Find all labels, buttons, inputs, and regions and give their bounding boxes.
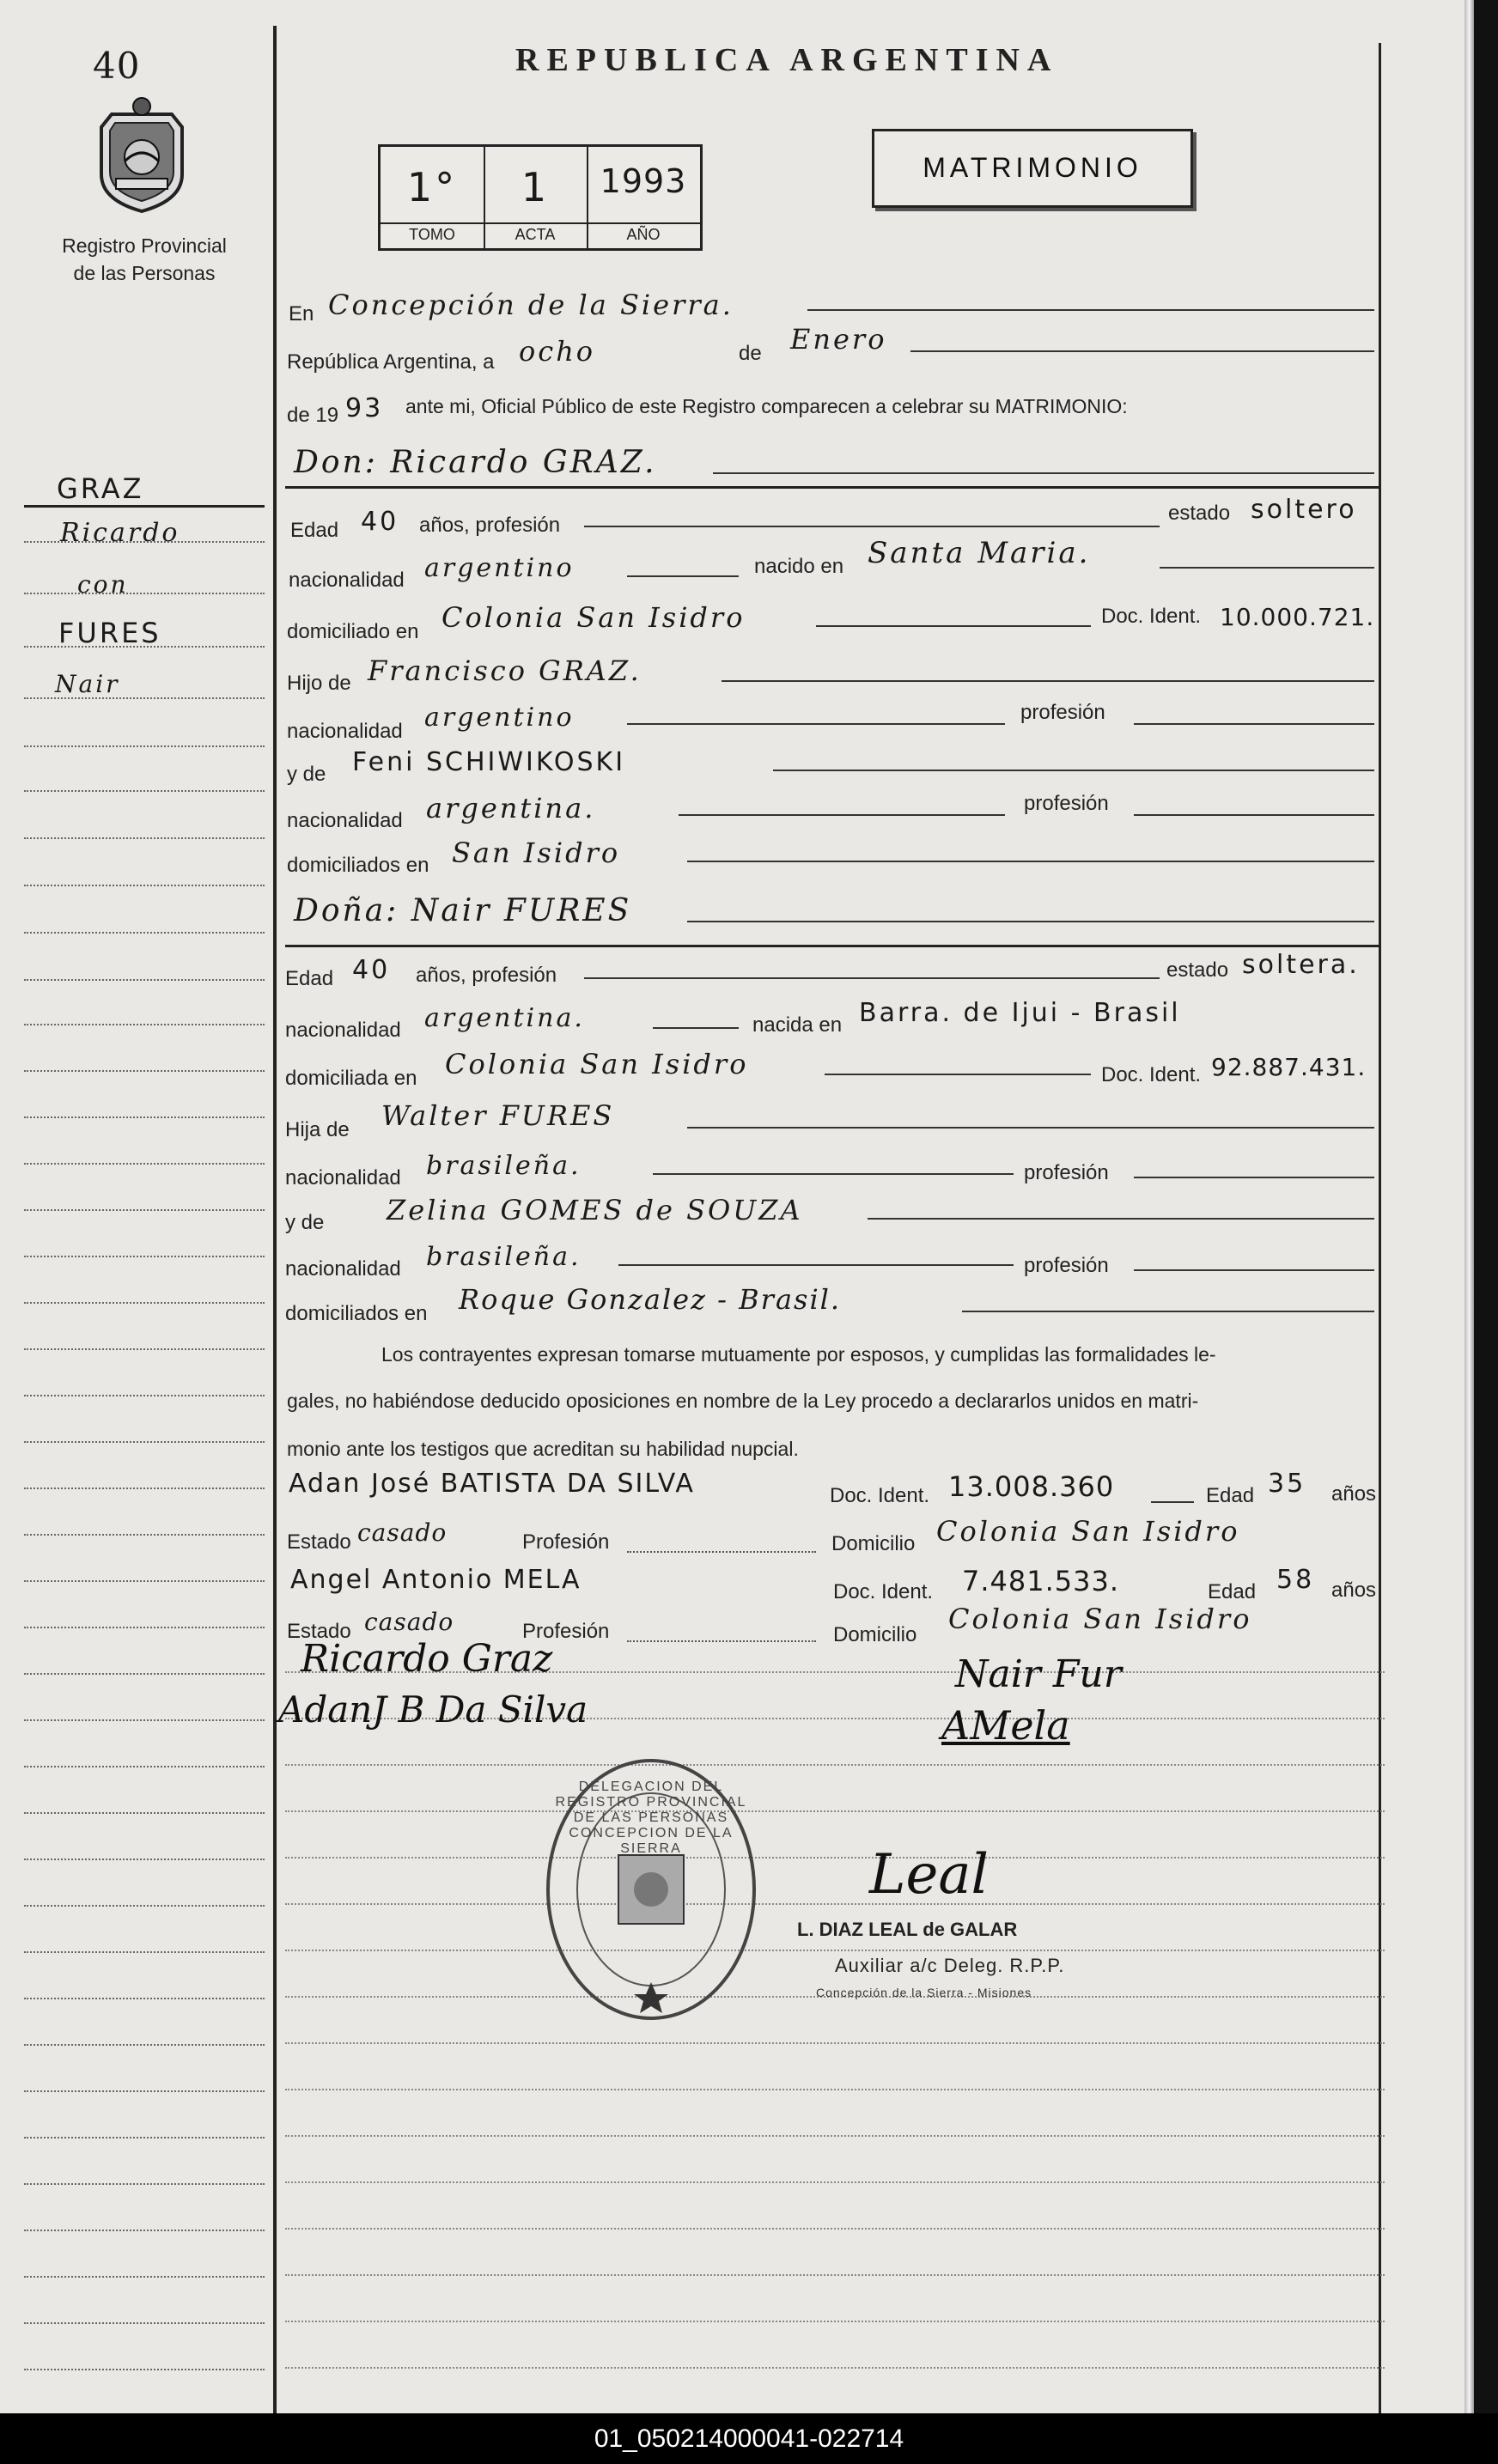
groom-doc-value: 10.000.721. <box>1220 603 1375 631</box>
witness-2-profesion-label: Profesión <box>522 1620 610 1643</box>
margin-divider <box>273 26 277 2413</box>
margin-note-firstname-2: Nair <box>55 670 120 698</box>
witness-2-domicilio-value: Colonia San Isidro <box>948 1603 1252 1635</box>
book-reference-box <box>378 144 703 251</box>
witness-2-domicilio-label: Domicilio <box>833 1623 917 1646</box>
anio-value: 1993 <box>600 162 687 200</box>
witness-1-domicilio-label: Domicilio <box>831 1532 916 1555</box>
bride-madre-label: y de <box>285 1211 325 1234</box>
document-type: MATRIMONIO <box>923 152 1142 183</box>
year-value: 93 <box>345 393 384 423</box>
registry-line-1: Registro Provincial <box>62 234 227 257</box>
page-edge <box>1474 0 1498 2413</box>
bride-nacida-value: Barra. de Ijui - Brasil <box>859 998 1181 1028</box>
groom-madre-nac-label: nacionalidad <box>287 809 403 832</box>
witness-1-anos-label: años <box>1331 1482 1377 1506</box>
right-border <box>1379 43 1381 2413</box>
bride-madre-profesion-label: profesión <box>1024 1254 1109 1277</box>
groom-estado-label: estado <box>1168 502 1231 525</box>
tomo-label: TOMO <box>409 226 455 243</box>
acta-value: 1 <box>521 164 550 210</box>
official-location: Concepción de la Sierra - Misiones <box>816 1986 1032 1999</box>
bride-padres-dom-value: Roque Gonzalez - Brasil. <box>459 1283 842 1316</box>
groom-estado-value: soltero <box>1251 495 1357 525</box>
groom-padres-dom-label: domiciliados en <box>287 854 429 877</box>
witness-1-name: Adan José BATISTA DA SILVA <box>289 1469 695 1499</box>
witness-2-edad-label: Edad <box>1208 1580 1257 1603</box>
year-label: de 19 <box>287 404 339 427</box>
bride-domicilio-label: domiciliada en <box>285 1067 417 1090</box>
registry-label <box>41 232 247 287</box>
bride-domicilio-value: Colonia San Isidro <box>445 1048 749 1080</box>
bride-name: Doña: Nair FURES <box>294 893 632 928</box>
document-type-box <box>872 129 1193 208</box>
groom-nacionalidad-value: argentino <box>424 553 575 583</box>
witness-2-doc-label: Doc. Ident. <box>833 1580 934 1603</box>
place-value: Concepción de la Sierra. <box>328 289 734 321</box>
margin-note-surname-2: FURES <box>58 617 161 649</box>
country-label: República Argentina, a <box>287 350 495 374</box>
groom-signature: Ricardo Graz <box>301 1637 553 1681</box>
month-value: Enero <box>790 323 887 356</box>
bride-edad-value: 40 <box>352 955 391 985</box>
official-signature: Leal <box>869 1843 989 1907</box>
groom-domicilio-value: Colonia San Isidro <box>441 601 746 634</box>
bride-divider <box>285 945 1380 947</box>
witness-1-profesion-label: Profesión <box>522 1530 610 1554</box>
bride-madre-nac-label: nacionalidad <box>285 1257 401 1281</box>
bride-madre-nac-value: brasileña. <box>426 1242 582 1272</box>
witness-2-signature: AMela <box>941 1702 1070 1749</box>
official-title: Auxiliar a/c Deleg. R.P.P. <box>835 1955 1065 1976</box>
groom-nacionalidad-label: nacionalidad <box>289 569 405 592</box>
groom-madre-nac-value: argentina. <box>426 792 596 824</box>
bride-edad-label: Edad <box>285 967 334 990</box>
bride-madre-value: Zelina GOMES de SOUZA <box>387 1194 803 1226</box>
witness-2-doc-value: 7.481.533. <box>962 1565 1120 1597</box>
bride-nacida-label: nacida en <box>752 1013 843 1037</box>
groom-padre-value: Francisco GRAZ. <box>368 654 642 687</box>
registry-line-2: de las Personas <box>73 262 216 284</box>
witness-1-doc-label: Doc. Ident. <box>830 1484 930 1507</box>
bride-padre-profesion-label: profesión <box>1024 1161 1109 1184</box>
groom-madre-value: Feni SCHIWIKOSKI <box>352 747 626 777</box>
intro-statement: ante mi, Oficial Público de este Registro comparecen a celebrar su MATRIMONIO: <box>405 395 1128 417</box>
groom-padre-nac-label: nacionalidad <box>287 720 403 743</box>
witness-2-estado-label: Estado <box>287 1620 351 1643</box>
official-name: L. DIAZ LEAL de GALAR <box>797 1919 1018 1940</box>
witness-1-estado-value: casado <box>357 1518 448 1547</box>
groom-nacido-label: nacido en <box>754 555 844 578</box>
bride-nacionalidad-label: nacionalidad <box>285 1019 401 1042</box>
place-label: En <box>289 302 314 325</box>
witness-1-edad-value: 35 <box>1268 1469 1306 1499</box>
groom-padre-label: Hijo de <box>287 672 351 695</box>
witness-1-edad-label: Edad <box>1206 1484 1255 1507</box>
bride-padre-nac-value: brasileña. <box>426 1151 582 1181</box>
bride-doc-value: 92.887.431. <box>1211 1053 1367 1081</box>
groom-edad-value: 40 <box>361 507 399 537</box>
tomo-value: 1° <box>406 164 458 210</box>
country-heading: REPUBLICA ARGENTINA <box>515 42 1059 78</box>
groom-madre-label: y de <box>287 763 326 786</box>
bride-padre-nac-label: nacionalidad <box>285 1166 401 1189</box>
witness-1-doc-value: 13.008.360 <box>948 1470 1115 1503</box>
witness-2-name: Angel Antonio MELA <box>290 1565 582 1595</box>
bride-padres-dom-label: domiciliados en <box>285 1302 428 1325</box>
groom-padres-dom-value: San Isidro <box>452 837 621 869</box>
groom-doc-label: Doc. Ident. <box>1101 605 1202 628</box>
bride-estado-label: estado <box>1166 958 1229 982</box>
bride-padre-value: Walter FURES <box>381 1099 615 1132</box>
acta-label: ACTA <box>515 226 556 243</box>
scan-footer: 01_050214000041-022714 <box>0 2413 1498 2464</box>
groom-madre-profesion-label: profesión <box>1024 792 1109 815</box>
declaration-line-3: monio ante los testigos que acreditan su habilidad nupcial. <box>287 1438 799 1460</box>
witness-1-signature: AdanJ B Da Silva <box>278 1688 588 1731</box>
witness-1-estado-label: Estado <box>287 1530 351 1554</box>
witness-2-anos-label: años <box>1331 1579 1377 1602</box>
de-label: de <box>739 342 762 365</box>
round-seal-text: DELEGACION DEL REGISTRO PROVINCIAL DE LAS PERSONAS CONCEPCION DE LA SIERRA <box>555 1780 747 1856</box>
groom-padre-nac-value: argentino <box>424 703 575 733</box>
seal-misiones-icon <box>86 93 198 213</box>
day-value: ocho <box>519 335 596 368</box>
book-binding <box>1465 0 1474 2413</box>
bride-estado-value: soltera. <box>1242 950 1360 980</box>
witness-1-domicilio-value: Colonia San Isidro <box>936 1515 1240 1548</box>
margin-note-con: con <box>77 570 129 599</box>
bride-signature: Nair Fur <box>955 1652 1122 1696</box>
groom-domicilio-label: domiciliado en <box>287 620 419 643</box>
bride-anos-label: años, profesión <box>416 964 557 987</box>
anio-label: AÑO <box>626 226 661 243</box>
groom-edad-label: Edad <box>290 519 339 542</box>
witness-2-estado-value: casado <box>364 1608 454 1636</box>
bride-doc-label: Doc. Ident. <box>1101 1063 1202 1086</box>
margin-note-firstname: Ricardo <box>60 518 180 548</box>
page-number: 40 <box>93 45 141 87</box>
margin-note-surname: GRAZ <box>57 472 144 505</box>
bride-nacionalidad-value: argentina. <box>424 1003 585 1033</box>
groom-divider <box>285 486 1380 489</box>
groom-nacido-value: Santa Maria. <box>868 536 1091 570</box>
bride-padre-label: Hija de <box>285 1118 350 1141</box>
declaration-line-1: Los contrayentes expresan tomarse mutuamente por esposos, y cumplidas las formalidades le- <box>381 1343 1216 1366</box>
witness-2-edad-value: 58 <box>1276 1565 1315 1595</box>
declaration-line-2: gales, no habiéndose deducido oposiciones en nombre de la Ley procedo a declararlos unidos en matri- <box>287 1390 1199 1412</box>
groom-anos-label: años, profesión <box>419 514 561 537</box>
groom-name: Don: Ricardo GRAZ. <box>294 445 657 480</box>
groom-padre-profesion-label: profesión <box>1020 701 1105 724</box>
